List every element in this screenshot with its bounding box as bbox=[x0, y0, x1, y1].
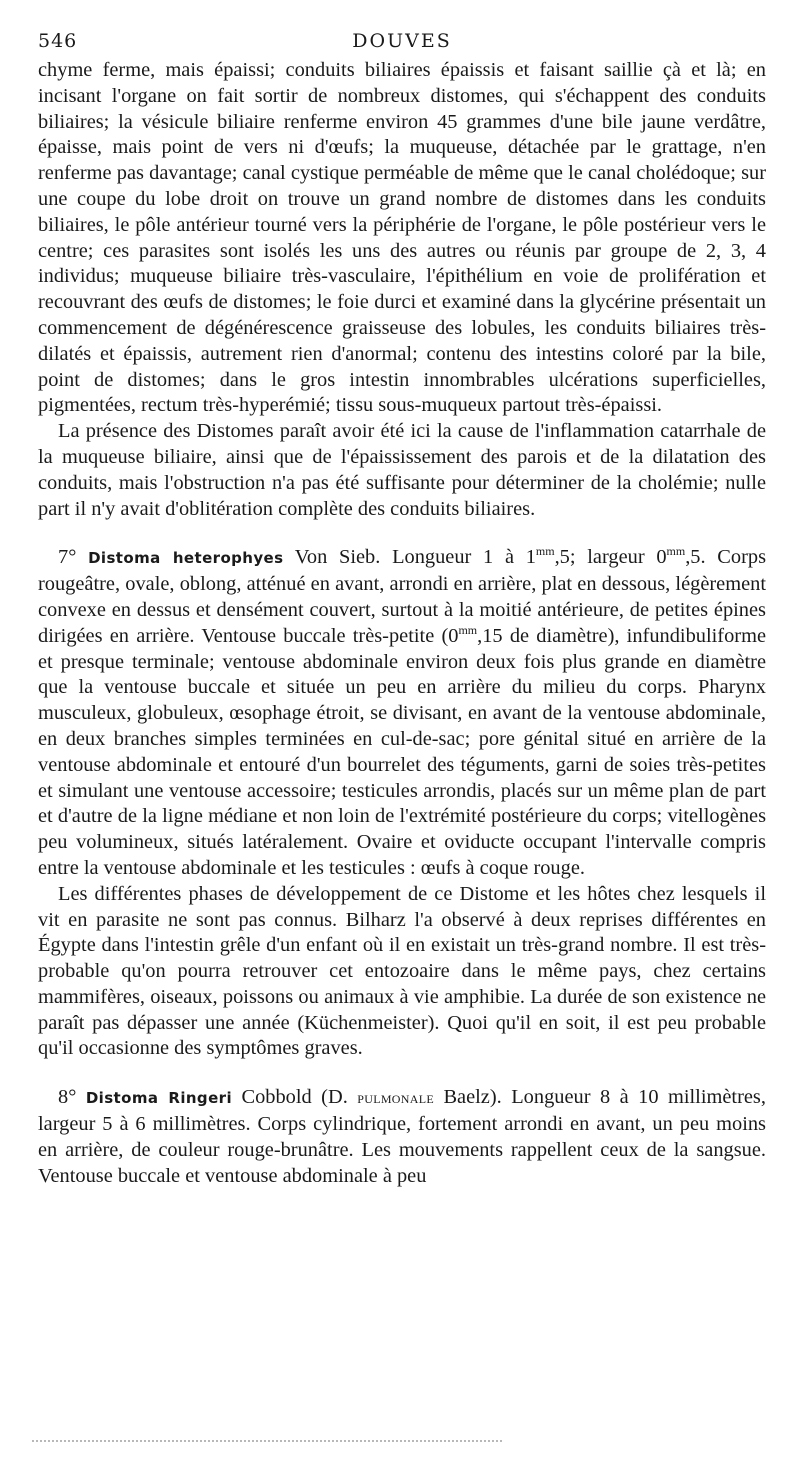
page bbox=[38, 26, 766, 1189]
section-number: 8° bbox=[58, 1086, 77, 1109]
species-authority: Cobbold (D. bbox=[241, 1086, 348, 1109]
footer-rule bbox=[32, 1440, 502, 1448]
paragraph-development: Les différentes phases de développement de ce Distome et les hôtes chez lesquels il vit en parasite ne sont pas connus. Bilharz l'a observé à deux reprises différentes en Égypte dans l'intestin grêle d'un enfant où il en existait un très-grand nombre. Il est très-probable qu'on pourra retrouver cet entozoaire dans le même pays, chez certains mammifères, oiseaux, poissons ou animaux à vie amphibie. La durée de son existence ne paraît pas dépasser une année (Küchenmeister). Quoi qu'il en soit, il est peu probable qu'il occasionne des symptômes graves. bbox=[38, 882, 766, 1060]
page-number: 546 bbox=[38, 30, 78, 52]
species-name: Distoma heterophyes bbox=[88, 549, 284, 568]
section-distoma-heterophyes bbox=[38, 545, 766, 881]
running-title: DOUVES bbox=[352, 30, 452, 52]
description-text: Longueur 8 à 10 millimètres, largeur 5 à 6 millimètres. Corps cylindrique, fortement arrondi en avant, un peu moins en arrière, de couleur rouge-brunâtre. Les mouvements rappellent ceux de la sangsue. Ventouse buccale et ventouse abdominale à peu bbox=[38, 1086, 766, 1187]
measurement-text: Longueur 1 à 1 bbox=[392, 546, 536, 569]
measurement-text: ,5; largeur 0 bbox=[554, 546, 667, 569]
body-text bbox=[38, 58, 766, 1189]
unit-superscript: mm bbox=[535, 544, 555, 559]
species-authority: Von Sieb. bbox=[294, 546, 381, 569]
species-name: Distoma Ringeri bbox=[85, 1089, 232, 1108]
section-distoma-ringeri bbox=[38, 1085, 766, 1189]
page-header bbox=[38, 26, 766, 56]
unit-superscript: mm bbox=[666, 544, 686, 559]
paragraph-autopsy: chyme ferme, mais épaissi; conduits biliaires épaissis et faisant saillie çà et là; en incisant l'organe on fait sortir de nombreux distomes, qui s'échappent des conduits biliaires; la vésicule biliaire renferme environ 45 grammes d'une bile jaune verdâtre, épaisse, mais point de vers ni d'œufs; la muqueuse, détachée par le grattage, n'en renferme pas davantage; canal cystique perméable de même que le canal cholédoque; sur une coupe du lobe droit on trouve un grand nombre de distomes dans les conduits biliaires, le pôle antérieur tourné vers la périphérie de l'organe, le pôle postérieur vers le centre; ces parasites sont isolés les uns des autres ou réunis par groupe de 2, 3, 4 individus; muqueuse biliaire très-vasculaire, l'épithélium en voie de prolifération et recouvrant des œufs de distomes; le foie durci et examiné dans la glycérine présentait un commencement de dégénérescence graisseuse des lobules, les conduits biliaires très-dilatés et épaissis, autrement rien d'anormal; contenu des intestins coloré par la bile, point de distomes; dans le gros intestin innombrables ulcérations superficielles, pigmentées, rectum très-hyperémié; tissu sous-muqueux partout très-épaissi. bbox=[38, 59, 766, 417]
unit-superscript: mm bbox=[458, 622, 478, 637]
synonym-author: Baelz). bbox=[443, 1086, 502, 1109]
description-text: ,15 de diamètre), infundibuliforme et presque terminale; ventouse abdominale environ deux fois plus grande en diamètre que la ventouse buccale et située un peu en arrière du milieu du corps. Pharynx musculeux, globuleux, œsophage étroit, se divisant, en avant de la ventouse abdominale, en deux branches simples terminées en cul-de-sac; pore génital situé en arrière de la ventouse abdominale et entouré d'un bourrelet des téguments, garni de soies très-petites et simulant une ventouse accessoire; testicules arrondis, placés sur un même plan de part et d'autre de la ligne médiane et non loin de l'extrémité postérieure du corps; vitellogènes peu volumineux, situés latéralement. Ovaire et oviducte occupant l'intervalle compris entre la ventouse abdominale et les testicules : œufs à coque rouge. bbox=[38, 624, 766, 879]
paragraph-discussion: La présence des Distomes paraît avoir été ici la cause de l'inflammation catarrhale de la muqueuse biliaire, ainsi que de l'épaississement des parois et de la dilatation des conduits, mais l'obstruction n'a pas été suffisante pour déterminer de la cholémie; nulle part il n'y avait d'oblitération complète des conduits biliaires. bbox=[38, 420, 766, 520]
measurement-text: ,5. bbox=[685, 546, 706, 569]
species-synonym: pulmonale bbox=[357, 1088, 434, 1108]
description-text: Corps rougeâtre, ovale, oblong, atténué en avant, arrondi en arrière, plat en dessous, légèrement convexe en dessus et densément couvert, surtout à la moitié antérieure, de petites épines dirigées en arrière. Ventouse buccale très-petite (0 bbox=[38, 546, 767, 647]
section-number: 7° bbox=[58, 546, 77, 569]
